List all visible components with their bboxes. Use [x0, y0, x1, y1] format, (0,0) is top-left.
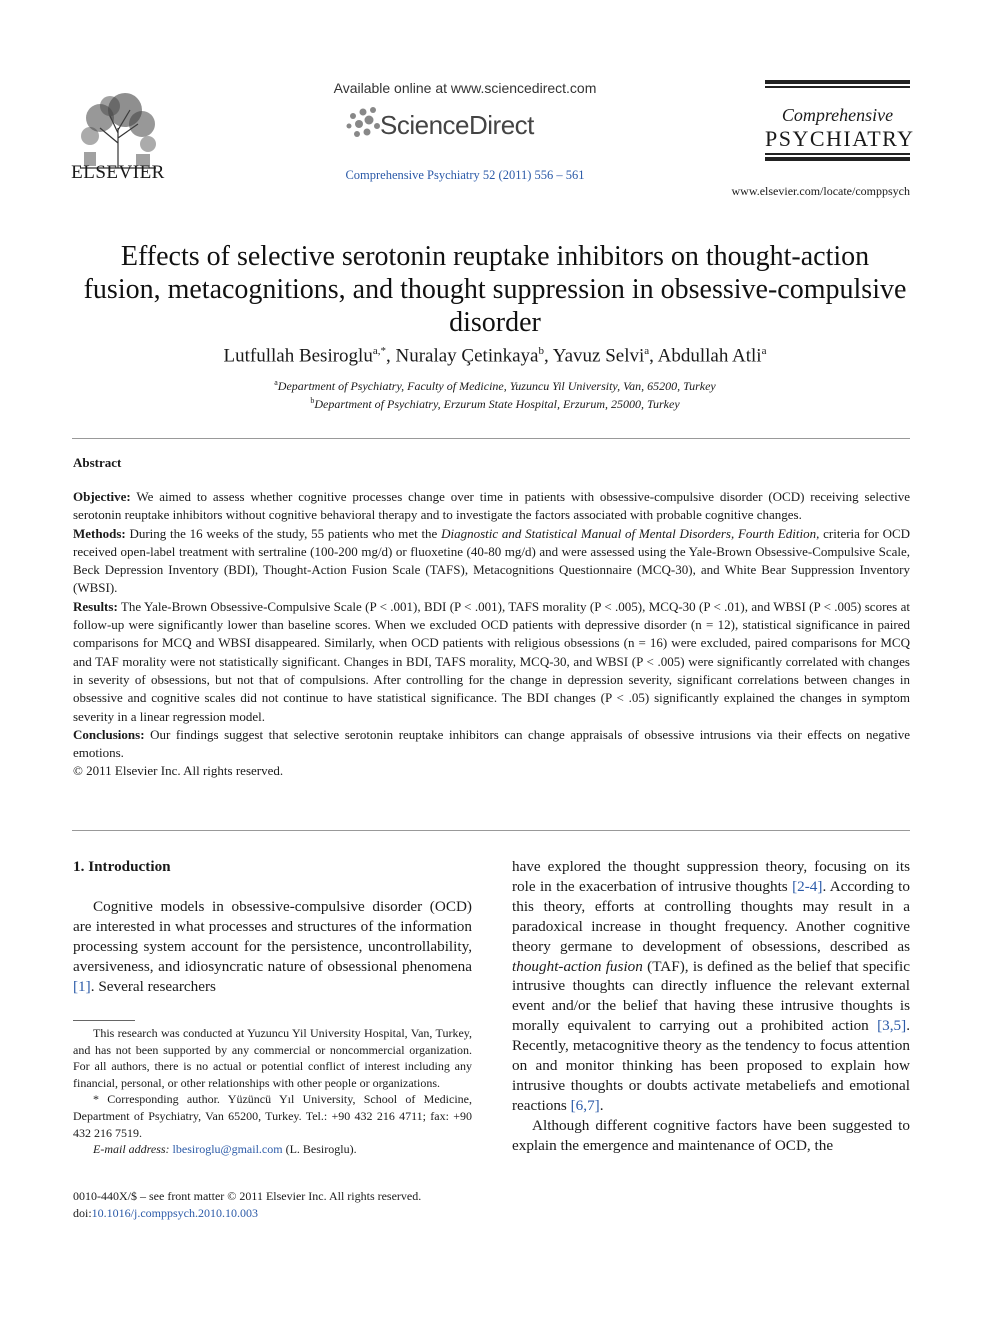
abstract-heading: Abstract — [73, 455, 122, 470]
journal-url-link[interactable]: www.elsevier.com/locate/comppsych — [731, 184, 910, 198]
sciencedirect-logo-text: ScienceDirect — [380, 110, 534, 140]
article-title: Effects of selective serotonin reuptake inhibitors on thought-action fusion, metacognitions, and thought suppression in obsessive-compulsive disorder — [83, 241, 907, 338]
citation-link[interactable]: [2-4] — [792, 877, 823, 895]
doi-link[interactable]: 10.1016/j.comppsych.2010.10.003 — [91, 1205, 258, 1220]
author-affil-marker: a — [761, 345, 767, 357]
available-online-text[interactable]: Available online at www.sciencedirect.com — [333, 80, 597, 96]
email-link[interactable]: lbesiroglu@gmail.com — [172, 1142, 283, 1157]
copyright-line: © 2011 Elsevier Inc. All rights reserved. — [73, 763, 284, 779]
author-name: Nuralay Çetinkaya — [395, 345, 539, 367]
author-name: Lutfullah Besiroglu — [223, 345, 373, 367]
citation-link[interactable]: [1] — [73, 977, 91, 995]
intro-paragraph-continued: have explored the thought suppression theory, focusing on its role in the exacerbation of intrusive thoughts [2-4]. According to this theory, efforts at controlling thoughts may result in a paradoxical increase in thought frequency. Another cognitive theory germane to development of obsessions, described as thought-action fusion (TAF), is defined as the belief that specific intrusive thoughts can directly influence the relevant external event and/or the belief that having these intrusive thoughts is morally equivalent to carrying out a prohibited action [3,5]. Recently, metacognitive theory as the tendency to focus attention on and monitor thinking has been proposed to explain how intrusive thoughts or doubts activate metabeliefs and emotional reactions [6,7]. — [512, 858, 911, 1114]
author-list: Lutfullah Besiroglu$^{a,*}$, Nuralay Çetinkaya$^b$, Yavuz Selvi$^a$, Abdullah Atli$^a$ — [223, 345, 767, 367]
publisher-name: ELSEVIER — [71, 162, 165, 183]
affiliation-a: $^a$Department of Psychiatry, Faculty of Medicine, Yuzuncu Yil University, Van, 65200, Turkey — [274, 378, 716, 393]
intro-paragraph-2: Although different cognitive factors have been suggested to explain the emergence and maintenance of OCD, the — [512, 1116, 910, 1154]
journal-citation-link[interactable]: Comprehensive Psychiatry 52 (2011) 556 – 561 — [345, 168, 585, 182]
section-heading: 1. Introduction — [73, 858, 171, 875]
author-affil-marker: b — [538, 345, 544, 357]
citation-link[interactable]: [3,5] — [877, 1017, 907, 1035]
right-column — [512, 857, 910, 1156]
abstract-bottom-rule — [72, 830, 910, 831]
abstract-top-rule — [72, 438, 910, 439]
footnote-rule — [73, 1020, 135, 1021]
corresponding-footnote: * Corresponding author. Yüzüncü Yıl University, School of Medicine, Department of Psychiatry, Van 65200, Turkey. Tel.: +90 432 216 4711; fax: +90 432 216 7519. — [73, 1092, 472, 1140]
journal-logo-line2: PSYCHIATRY — [765, 126, 915, 151]
citation-link[interactable]: [6,7] — [570, 1096, 600, 1114]
journal-logo-line1: Comprehensive — [781, 105, 894, 125]
author-name: Abdullah Atli — [657, 345, 762, 367]
footnotes: This research was conducted at Yuzuncu Yil University Hospital, Van, Turkey, and has not been supported by any commercial or noncommercial organization. For all authors, there is no actual or potential conflict of interest including any financial, personal, or other relationships with other people or organizations. * Corresponding author. Yüzüncü Yıl University, School of Medicine, Department of Psychiatry, Van 65200, Turkey. Tel.: +90 432 216 4711; fax: +90 432 216 7519. E-mail address: lbesiroglu@gmail.com (L. Besiroglu). — [73, 1026, 472, 1157]
left-column — [73, 857, 472, 996]
journal-logo-rule — [765, 157, 910, 161]
journal-logo-rule — [765, 80, 910, 84]
abstract-body: Objective: We aimed to assess whether cognitive processes change over time in patients with obsessive-compulsive disorder (OCD) receiving selective serotonin reuptake inhibitors without cognitive behavioral therapy and to investigate the factors associated with probable cognitive changes. Methods: During the 16 weeks of the study, 55 patients who met the Diagnostic and Statistical Manual of Mental Disorders, Fourth Edition, criteria for OCD received open-label treatment with sertraline (100-200 mg/d) or fluoxetine (40-80 mg/d) and were assessed using the Yale-Brown Obsessive-Compulsive Scale, Beck Depression Inventory (BDI), Thought-Action Fusion Scale (TAFS), Metacognitions Questionnaire (MCQ-30), and White Bear Suppression Inventory (WBSI). Results: The Yale-Brown Obsessive-Compulsive Scale (P < .001), BDI (P < .001), TAFS morality (P < .005), MCQ-30 (P < .01), and WBSI (P < .005) scores at follow-up were significantly lower than baseline scores. When we excluded OCD patients with depressive disorder (n = 12), statistical significance in paired comparisons for MCQ and WBSI disappeared. Similarly, when OCD patients with religious obsessions (n = 16) were excluded, paired comparisons for MCQ and TAF morality were not statistically significant. Changes in BDI, TAFS morality, MCQ-30, and WBSI (P < .005) were significantly correlated with changes in severity of obsessions, but not that of compulsions. After controlling for the change in depression severity, significant correlations between changes in obsessive and cognitive scales did not continue to have statistical significance. The BDI changes (P < .05) significantly explained the changes in symptom severity in a linear regression model. Conclusions: Our findings suggest that selective serotonin reuptake inhibitors can change appraisals of obsessive intrusions via their effects on negative emotions. © 2011 Elsevier Inc. All rights reserved. — [73, 488, 910, 781]
journal-logo-rule — [765, 86, 910, 88]
affiliation-b: $^b$Department of Psychiatry, Erzurum State Hospital, Erzurum, 25000, Turkey — [310, 396, 680, 411]
issn-line: 0010-440X/$ – see front matter © 2011 Elsevier Inc. All rights reserved. — [73, 1189, 422, 1203]
author-name: Yavuz Selvi — [552, 345, 645, 367]
issn-doi-block: 0010-440X/$ – see front matter © 2011 Elsevier Inc. All rights reserved. doi:10.1016/j.comppsych.2010.10.003 — [73, 1188, 493, 1221]
intro-paragraph: Cognitive models in obsessive-compulsive disorder (OCD) are interested in what processes and structures of the information processing system account for the persistence, uncontrollability, aversiveness, and idiosyncratic nature of obsessional phenomena [1]. Several researchers — [73, 897, 472, 995]
corresponding-marker[interactable]: * — [380, 345, 386, 357]
author-affil-marker: a — [644, 345, 650, 357]
journal-logo-rule — [765, 153, 910, 155]
funding-footnote: This research was conducted at Yuzuncu Yil University Hospital, Van, Turkey, and has not been supported by any commercial or noncommercial organization. For all authors, there is no actual or potential conflict of interest including any financial, personal, or other relationships with other people or organizations. — [73, 1026, 472, 1090]
author-affil-marker: a, — [372, 345, 381, 357]
